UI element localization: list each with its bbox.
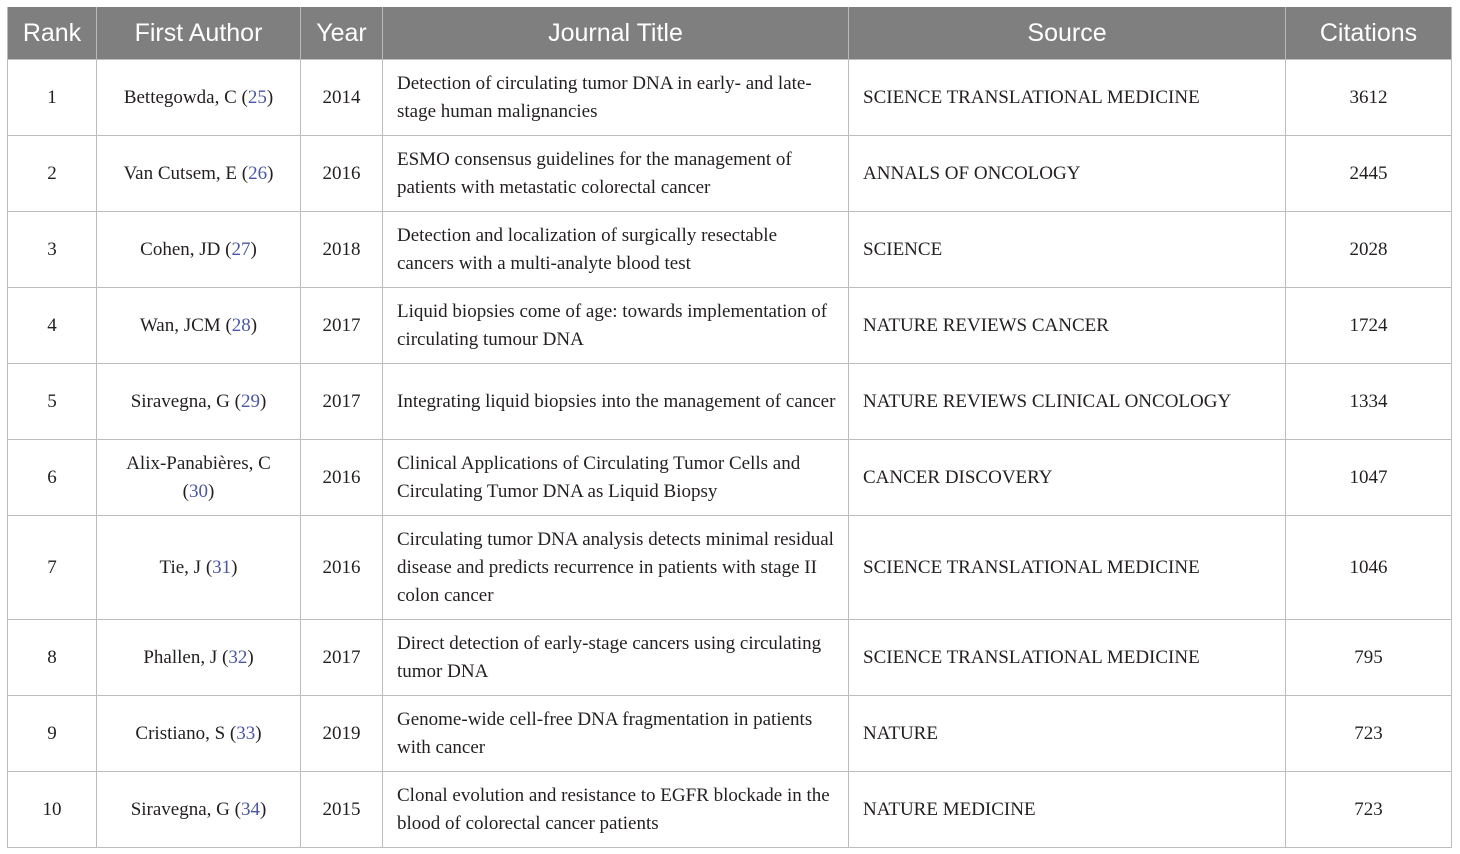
citations-cell: 723 [1286, 696, 1452, 772]
citations-cell: 2445 [1286, 136, 1452, 212]
source-cell: CANCER DISCOVERY [849, 440, 1286, 516]
journal-title-cell: Genome-wide cell-free DNA fragmentation in patients with cancer [383, 696, 849, 772]
citations-cell: 3612 [1286, 60, 1452, 136]
author-name: Cristiano, S [135, 722, 226, 744]
year-cell: 2015 [301, 772, 383, 848]
journal-title-cell: Detection and localization of surgically resectable cancers with a multi-analyte blood test [383, 212, 849, 288]
author-name: Cohen, JD [140, 238, 221, 260]
author-name: Bettegowda, C [123, 86, 237, 108]
author-cell: Siravegna, G (29) [97, 364, 301, 440]
rank-cell: 6 [8, 440, 97, 516]
journal-title-cell: Circulating tumor DNA analysis detects minimal residual disease and predicts recurrence in patients with stage II colon cancer [383, 516, 849, 620]
citations-cell: 1046 [1286, 516, 1452, 620]
year-cell: 2019 [301, 696, 383, 772]
source-cell: NATURE REVIEWS CLINICAL ONCOLOGY [849, 364, 1286, 440]
reference-link[interactable]: 32 [228, 646, 248, 668]
table-row [8, 440, 1452, 516]
rank-cell: 9 [8, 696, 97, 772]
reference-link[interactable]: 30 [189, 480, 208, 502]
top-cited-papers-table [7, 7, 1452, 848]
author-cell: Tie, J (31) [97, 516, 301, 620]
rank-cell: 3 [8, 212, 97, 288]
table-row [8, 212, 1452, 288]
author-cell: Cohen, JD (27) [97, 212, 301, 288]
source-cell: SCIENCE TRANSLATIONAL MEDICINE [849, 60, 1286, 136]
reference-link[interactable]: 29 [240, 390, 260, 412]
source-cell: SCIENCE TRANSLATIONAL MEDICINE [849, 620, 1286, 696]
author-name: Van Cutsem, E [123, 162, 238, 184]
table-row [8, 516, 1452, 620]
year-cell: 2014 [301, 60, 383, 136]
citations-cell: 1047 [1286, 440, 1452, 516]
author-name: Siravegna, G [130, 390, 230, 412]
citations-cell: 1724 [1286, 288, 1452, 364]
rank-cell: 5 [8, 364, 97, 440]
author-cell: Alix-Panabières, C (30) [97, 440, 301, 516]
citations-cell: 795 [1286, 620, 1452, 696]
table-row [8, 288, 1452, 364]
author-cell: Van Cutsem, E (26) [97, 136, 301, 212]
author-cell: Wan, JCM (28) [97, 288, 301, 364]
header-journal-title[interactable]: Journal Title [383, 7, 849, 60]
header-first-author[interactable]: First Author [97, 7, 301, 60]
header-rank[interactable]: Rank [8, 7, 97, 60]
table-row [8, 620, 1452, 696]
year-cell: 2018 [301, 212, 383, 288]
header-row [8, 7, 1452, 60]
source-cell: NATURE REVIEWS CANCER [849, 288, 1286, 364]
rank-cell: 7 [8, 516, 97, 620]
author-cell: Bettegowda, C (25) [97, 60, 301, 136]
citations-cell: 723 [1286, 772, 1452, 848]
table-row [8, 696, 1452, 772]
source-cell: SCIENCE TRANSLATIONAL MEDICINE [849, 516, 1286, 620]
author-cell: Siravegna, G (34) [97, 772, 301, 848]
journal-title-cell: Liquid biopsies come of age: towards implementation of circulating tumour DNA [383, 288, 849, 364]
journal-title-cell: Integrating liquid biopsies into the management of cancer [383, 364, 849, 440]
reference-link[interactable]: 26 [248, 162, 268, 184]
reference-link[interactable]: 27 [231, 238, 251, 260]
author-name: Alix-Panabières, C [126, 452, 271, 474]
author-name: Phallen, J [143, 646, 218, 668]
header-source[interactable]: Source [849, 7, 1286, 60]
journal-title-cell: Clonal evolution and resistance to EGFR blockade in the blood of colorectal cancer patients [383, 772, 849, 848]
reference-link[interactable]: 25 [247, 86, 267, 108]
reference-link[interactable]: 34 [240, 798, 260, 820]
year-cell: 2017 [301, 620, 383, 696]
year-cell: 2016 [301, 136, 383, 212]
source-cell: NATURE MEDICINE [849, 772, 1286, 848]
author-cell: Cristiano, S (33) [97, 696, 301, 772]
citations-cell: 2028 [1286, 212, 1452, 288]
rank-cell: 1 [8, 60, 97, 136]
journal-title-cell: Detection of circulating tumor DNA in early- and late-stage human malignancies [383, 60, 849, 136]
table-row [8, 364, 1452, 440]
year-cell: 2016 [301, 440, 383, 516]
author-name: Wan, JCM [139, 314, 221, 336]
year-cell: 2016 [301, 516, 383, 620]
author-name: Siravegna, G [130, 798, 230, 820]
rank-cell: 10 [8, 772, 97, 848]
citation-table-container [7, 7, 1451, 848]
table-row [8, 60, 1452, 136]
reference-link[interactable]: 31 [212, 556, 232, 578]
citations-cell: 1334 [1286, 364, 1452, 440]
rank-cell: 8 [8, 620, 97, 696]
reference-link[interactable]: 33 [236, 722, 256, 744]
source-cell: SCIENCE [849, 212, 1286, 288]
header-citations[interactable]: Citations [1286, 7, 1452, 60]
source-cell: ANNALS OF ONCOLOGY [849, 136, 1286, 212]
journal-title-cell: Direct detection of early-stage cancers using circulating tumor DNA [383, 620, 849, 696]
header-year[interactable]: Year [301, 7, 383, 60]
journal-title-cell: ESMO consensus guidelines for the management of patients with metastatic colorectal cancer [383, 136, 849, 212]
reference-link[interactable]: 28 [231, 314, 251, 336]
author-name: Tie, J [159, 556, 202, 578]
author-cell: Phallen, J (32) [97, 620, 301, 696]
year-cell: 2017 [301, 364, 383, 440]
rank-cell: 4 [8, 288, 97, 364]
rank-cell: 2 [8, 136, 97, 212]
table-row [8, 136, 1452, 212]
journal-title-cell: Clinical Applications of Circulating Tumor Cells and Circulating Tumor DNA as Liquid Biopsy [383, 440, 849, 516]
source-cell: NATURE [849, 696, 1286, 772]
year-cell: 2017 [301, 288, 383, 364]
table-row [8, 772, 1452, 848]
